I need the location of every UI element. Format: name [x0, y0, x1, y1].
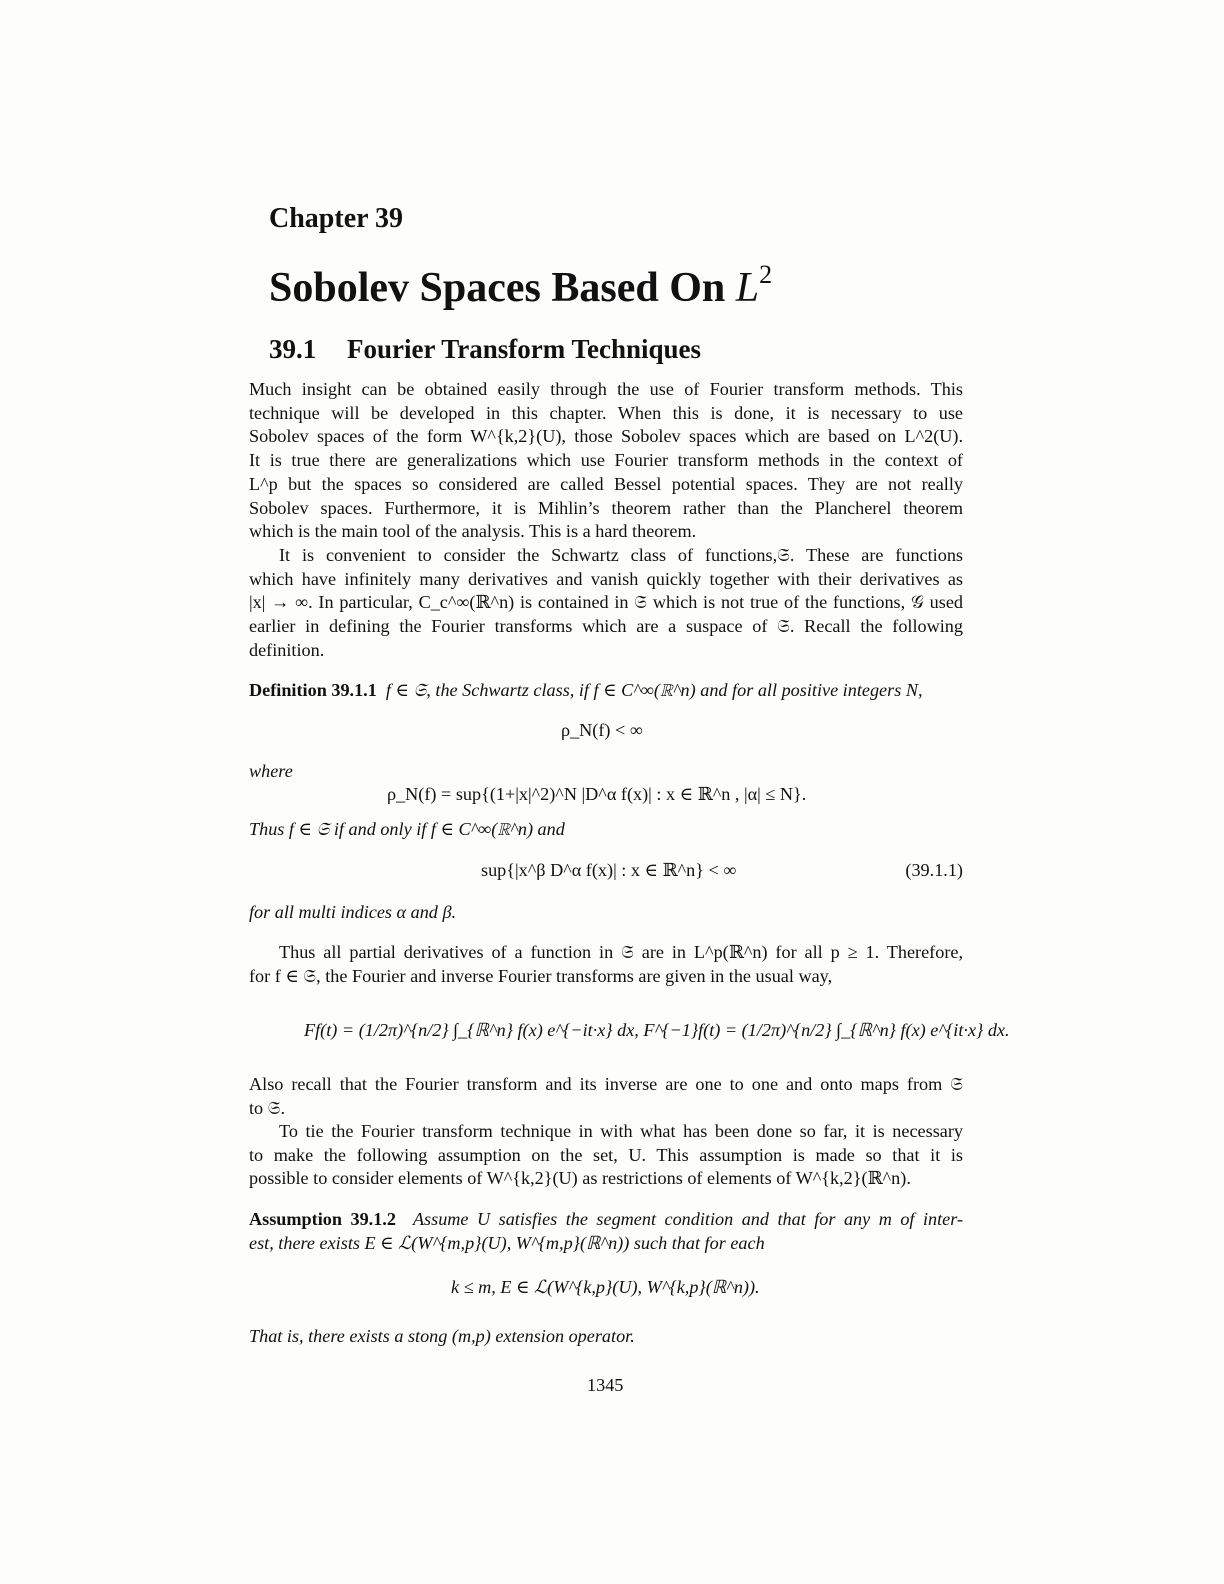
chapter-title: Sobolev Spaces Based On $L^2$ [269, 260, 773, 311]
where-text: where [249, 761, 293, 781]
equation-fourier-transforms: Ff(t) = (1/2π)^{n/2} ∫_{ℝ^n} f(x) e^{−it·x} dx, F^{−1}f(t) = (1/2π)^{n/2} ∫_{ℝ^n} f(x) e^{it·x} dx. [304, 1020, 1010, 1040]
multi-indices-text: for all multi indices α and β. [249, 902, 457, 922]
paragraph-intro: Much insight can be obtained easily through the use of Fourier transform methods. This technique will be developed in this chapter. When this is done, it is necessary to use Sobolev spaces of the form W^{k,2}(U), those Sobolev spaces which are based on L^2(U). It is true there are generalizations which use Fourier transform methods in the context of L^p but the spaces so considered are called Bessel potential spaces. They are not really Sobolev spaces. Furthermore, it is Mihlin’s theorem rather than the Plancherel theorem which is the main tool of the analysis. This is a hard theorem. [249, 379, 963, 542]
equation-39-1-1: sup{|x^β D^α f(x)| : x ∈ ℝ^n} < ∞ [481, 860, 737, 880]
thus-text: Thus f ∈ 𝔖 if and only if f ∈ C^∞(ℝ^n) and [249, 819, 565, 839]
equation-rho-definition: ρ_N(f) = sup{(1+|x|^2)^N |D^α f(x)| : x ∈ ℝ^n , |α| ≤ N}. [387, 784, 807, 804]
paragraph-schwartz: It is convenient to consider the Schwartz class of functions,𝔖. These are functions which have infinitely many derivatives and vanish quickly together with their derivatives as |x| → ∞. In particular, C_c^∞(ℝ^n) is contained in 𝔖 which is not true of the functions, 𝒢 used earlier in defining the Fourier transforms which are a suspace of 𝔖. Recall the following definition. [249, 545, 963, 660]
assumption-block: Assumption 39.1.2 Assume U satisfies the segment condition and that for any m of inter- est, there exists E ∈ ℒ(W^{m,p}(U), W^{m,p}(ℝ^n)) such that for each [249, 1209, 964, 1253]
paragraph-tie-in: To tie the Fourier transform technique in with what has been done so far, it is necessary to make the following assumption on the set, U. This assumption is made so that it is possible to consider elements of W^{k,2}(U) as restrictions of elements of W^{k,2}(ℝ^n). [249, 1121, 963, 1189]
paragraph-derivatives: Thus all partial derivatives of a function in 𝔖 are in L^p(ℝ^n) for all p ≥ 1. Therefore, for f ∈ 𝔖, the Fourier and inverse Fourier transforms are given in the usual way, [249, 942, 963, 986]
page-number: 1345 [587, 1375, 624, 1395]
chapter-label: Chapter 39 [269, 203, 404, 234]
equation-extension: k ≤ m, E ∈ ℒ(W^{k,p}(U), W^{k,p}(ℝ^n)). [451, 1277, 760, 1297]
paragraph-one-to-one: Also recall that the Fourier transform and its inverse are one to one and onto maps from 𝔖 to 𝔖. [249, 1074, 963, 1118]
assumption-closing: That is, there exists a stong (m,p) extension operator. [249, 1326, 635, 1346]
section-title: 39.1 Fourier Transform Techniques [269, 334, 702, 364]
equation-number: (39.1.1) [905, 860, 963, 880]
definition-block: Definition 39.1.1 f ∈ 𝔖, the Schwartz class, if f ∈ C^∞(ℝ^n) and for all positive integers N, [249, 680, 923, 700]
equation-rho-finite: ρ_N(f) < ∞ [561, 720, 643, 740]
